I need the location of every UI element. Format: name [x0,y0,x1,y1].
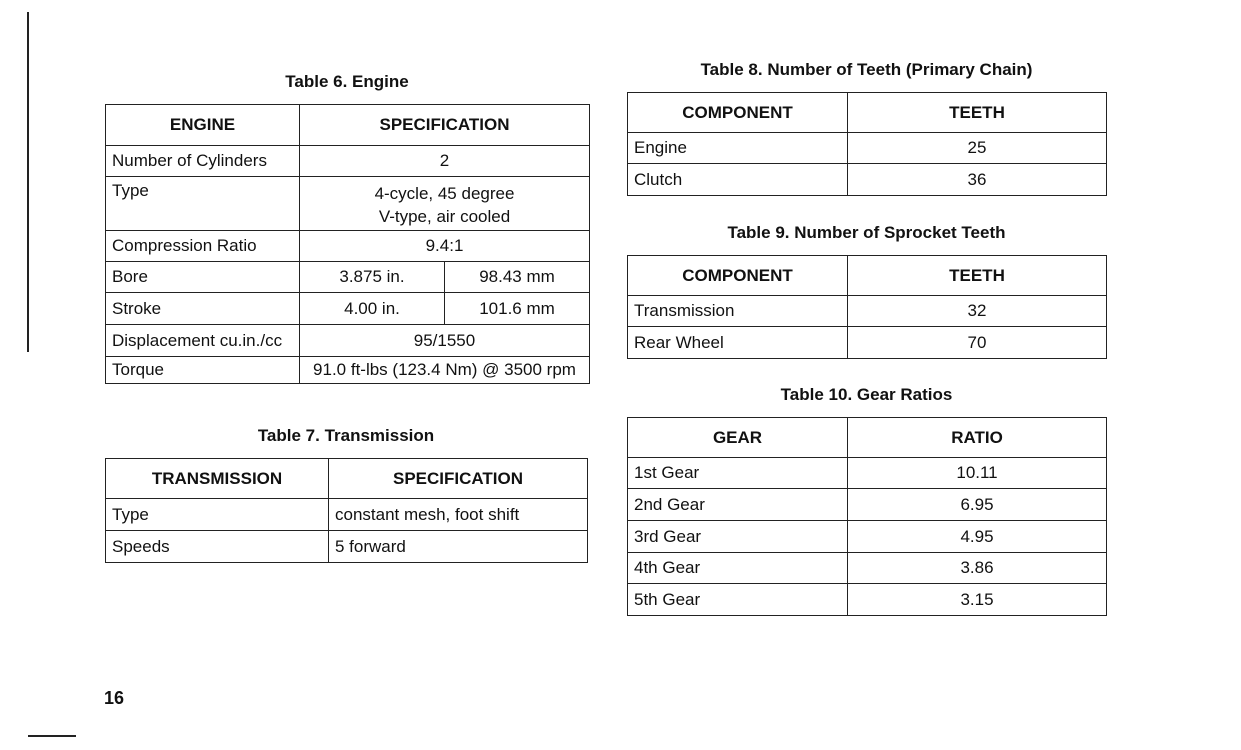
table7-caption: Table 7. Transmission [257,426,435,445]
table-header-row [628,418,1107,458]
row-value: 3.15 [848,584,1107,616]
table-row [628,553,1107,584]
header-engine: ENGINE [106,105,300,146]
table-row [106,293,590,325]
margin-rule-bottom [28,735,76,737]
row-value: 5 forward [329,531,588,563]
table-row [106,531,588,563]
row-label: Clutch [628,164,848,196]
type-value-line1: 4-cycle, 45 degree [374,183,515,203]
row-value: 36 [848,164,1107,196]
table-row [628,133,1107,164]
row-label: Stroke [106,293,300,325]
table-row [628,584,1107,616]
row-value: 2 [300,146,590,177]
row-value [300,177,590,231]
row-label: Number of Cylinders [106,146,300,177]
table-row [628,296,1107,327]
table-row [106,146,590,177]
table-row [628,327,1107,359]
row-value-inches: 4.00 in. [300,293,445,325]
row-label: Type [106,177,300,231]
table10-caption: Table 10. Gear Ratios [780,385,953,404]
header-teeth: TEETH [848,256,1107,296]
table-header-row [628,93,1107,133]
header-specification: SPECIFICATION [300,105,590,146]
header-transmission: TRANSMISSION [106,459,329,499]
table-header-row [106,105,590,146]
engine-table [105,104,590,384]
table-row [628,458,1107,489]
row-value: 25 [848,133,1107,164]
header-component: COMPONENT [628,256,848,296]
row-value: 91.0 ft-lbs (123.4 Nm) @ 3500 rpm [300,357,590,384]
row-label: Engine [628,133,848,164]
row-value: constant mesh, foot shift [329,499,588,531]
row-value-mm: 98.43 mm [445,262,590,293]
row-value: 9.4:1 [300,231,590,262]
transmission-table [105,458,588,563]
primary-chain-teeth-table [627,92,1107,196]
table6-caption: Table 6. Engine [285,72,409,91]
table8-caption: Table 8. Number of Teeth (Primary Chain) [700,60,1033,79]
gear-ratios-table [627,417,1107,616]
row-value: 32 [848,296,1107,327]
table-row [106,177,590,231]
row-label: Torque [106,357,300,384]
table9-caption: Table 9. Number of Sprocket Teeth [727,223,1006,242]
row-value: 6.95 [848,489,1107,521]
header-component: COMPONENT [628,93,848,133]
row-label: 5th Gear [628,584,848,616]
table-row [106,357,590,384]
type-value-line2: V-type, air cooled [378,206,511,226]
table-row [628,521,1107,553]
table-row [106,499,588,531]
row-value: 4.95 [848,521,1107,553]
row-label: Bore [106,262,300,293]
row-label: Rear Wheel [628,327,848,359]
row-label: 2nd Gear [628,489,848,521]
row-value: 70 [848,327,1107,359]
margin-rule-vertical [27,12,29,352]
header-teeth: TEETH [848,93,1107,133]
row-value: 10.11 [848,458,1107,489]
header-ratio: RATIO [848,418,1107,458]
row-label: Displacement cu.in./cc [106,325,300,357]
header-specification: SPECIFICATION [329,459,588,499]
page-number: 16 [104,688,125,708]
sprocket-teeth-table [627,255,1107,359]
row-label: 1st Gear [628,458,848,489]
table-row [628,164,1107,196]
row-label: 3rd Gear [628,521,848,553]
table-row [106,325,590,357]
row-label: 4th Gear [628,553,848,584]
row-value: 3.86 [848,553,1107,584]
table-row [106,231,590,262]
row-value: 95/1550 [300,325,590,357]
row-label: Compression Ratio [106,231,300,262]
row-value-mm: 101.6 mm [445,293,590,325]
row-label: Transmission [628,296,848,327]
table-row [628,489,1107,521]
row-label: Speeds [106,531,329,563]
header-gear: GEAR [628,418,848,458]
row-label: Type [106,499,329,531]
table-header-row [628,256,1107,296]
row-value-inches: 3.875 in. [300,262,445,293]
table-header-row [106,459,588,499]
table-row [106,262,590,293]
